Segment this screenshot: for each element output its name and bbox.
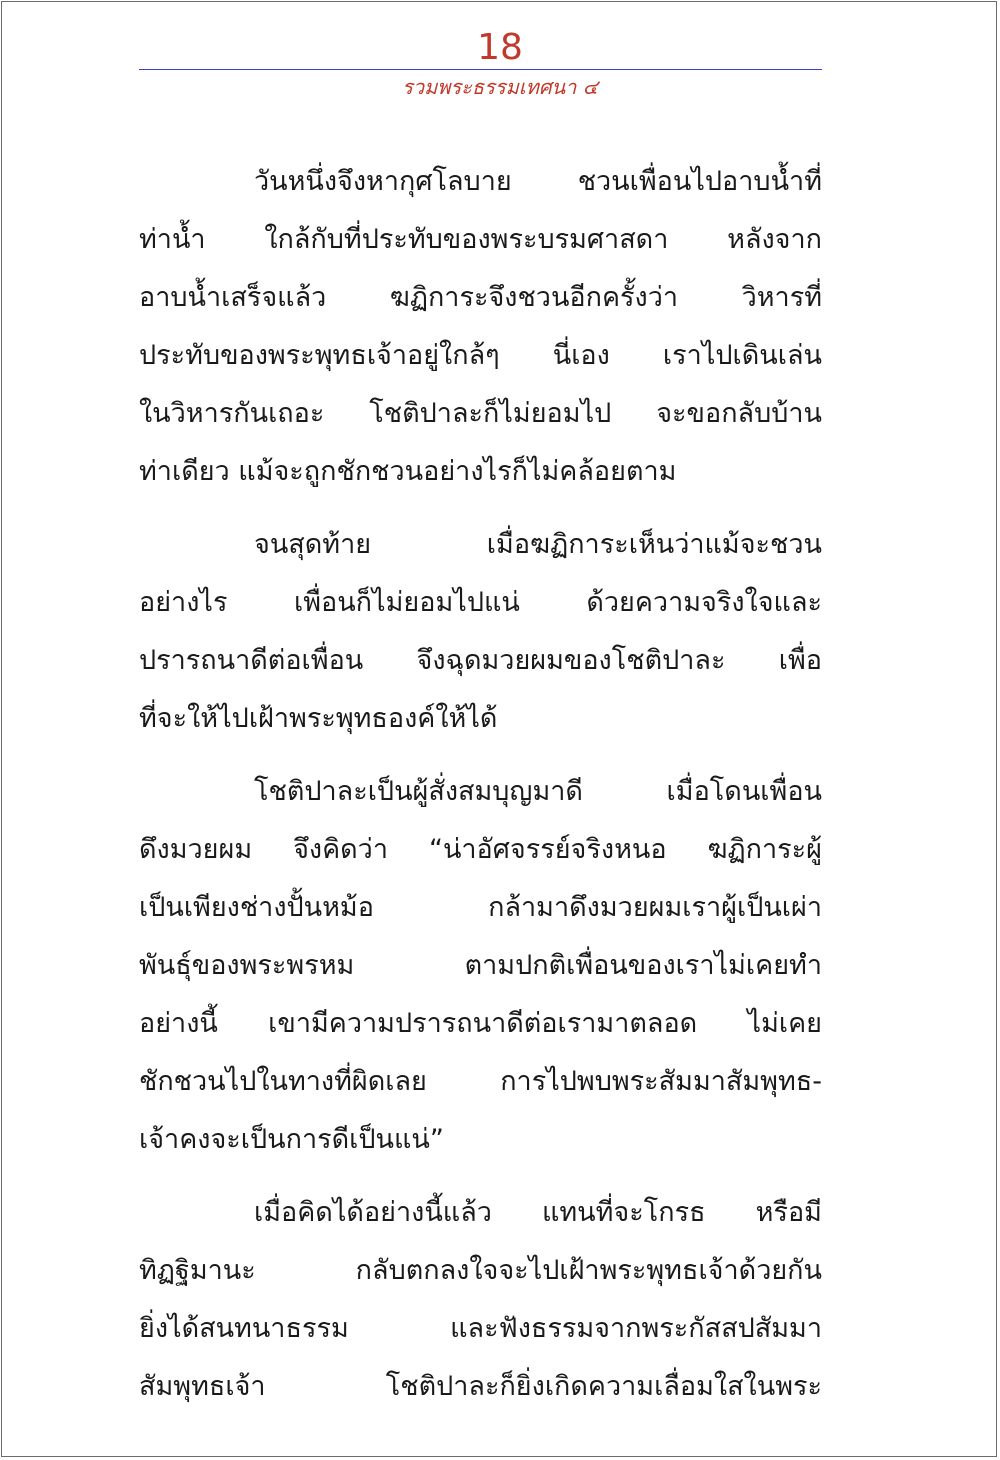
text-line: ดึงมวยผม จึงคิดว่า “น่าอัศจรรย์จริงหนอ ฆฏิการะผู้ [139,834,822,865]
text-line: ชักชวนไปในทางที่ผิดเลย การไปพบพระสัมมาสัมพุทธ- [139,1066,822,1097]
text-line: เป็นเพียงช่างปั้นหม้อ กล้ามาดึงมวยผมเราผู้เป็นเผ่า [139,892,822,923]
text-line: อย่างไร เพื่อนก็ไม่ยอมไปแน่ ด้วยความจริงใจและ [139,587,822,618]
text-line: ปรารถนาดีต่อเพื่อน จึงฉุดมวยผมของโชติปาละ เพื่อ [139,645,822,676]
paragraph [139,1184,822,1416]
text-line: เจ้าคงจะเป็นการดีเป็นแน่” [139,1124,444,1155]
text-line: ในวิหารกันเถอะ โชติปาละก็ไม่ยอมไป จะขอกลับบ้าน [139,398,822,429]
text-line: สัมพุทธเจ้า โชติปาละก็ยิ่งเกิดความเลื่อมใสในพระ [139,1371,822,1402]
text-line: ท่าน้ำ ใกล้กับที่ประทับของพระบรมศาสดา หลังจาก [139,224,822,255]
running-title: รวมพระธรรมเทศนา ๔ [402,75,598,99]
paragraph [139,153,822,501]
text-line: ที่จะให้ไปเฝ้าพระพุทธองค์ให้ได้ [139,703,498,734]
header-divider [139,69,822,70]
paragraph [139,763,822,1169]
text-line: วันหนึ่งจึงหากุศโลบาย ชวนเพื่อนไปอาบน้ำที่ [254,166,822,197]
text-line: โชติปาละเป็นผู้สั่งสมบุญมาดี เมื่อโดนเพื่อน [254,776,822,807]
paragraph [139,516,822,748]
text-line: เมื่อคิดได้อย่างนี้แล้ว แทนที่จะโกรธ หรือมี [254,1197,822,1228]
text-line: ทิฏฐิมานะ กลับตกลงใจจะไปเฝ้าพระพุทธเจ้าด้วยกัน [139,1255,822,1286]
text-line: ท่าเดียว แม้จะถูกชักชวนอย่างไรก็ไม่คล้อยตาม [139,456,677,487]
text-line: ประทับของพระพุทธเจ้าอยู่ใกล้ๆ นี่เอง เราไปเดินเล่น [139,340,822,371]
text-line: อย่างนี้ เขามีความปรารถนาดีต่อเรามาตลอด ไม่เคย [139,1008,822,1039]
text-line: จนสุดท้าย เมื่อฆฏิการะเห็นว่าแม้จะชวน [254,529,822,560]
text-line: อาบน้ำเสร็จแล้ว ฆฏิการะจึงชวนอีกครั้งว่า วิหารที่ [139,282,822,313]
body-text [139,153,822,1431]
text-line: พันธุ์ของพระพรหม ตามปกติเพื่อนของเราไม่เคยทำ [139,950,822,981]
text-line: ยิ่งได้สนทนาธรรม และฟังธรรมจากพระกัสสปสัมมา [139,1313,822,1344]
page-number: 18 [477,27,523,68]
